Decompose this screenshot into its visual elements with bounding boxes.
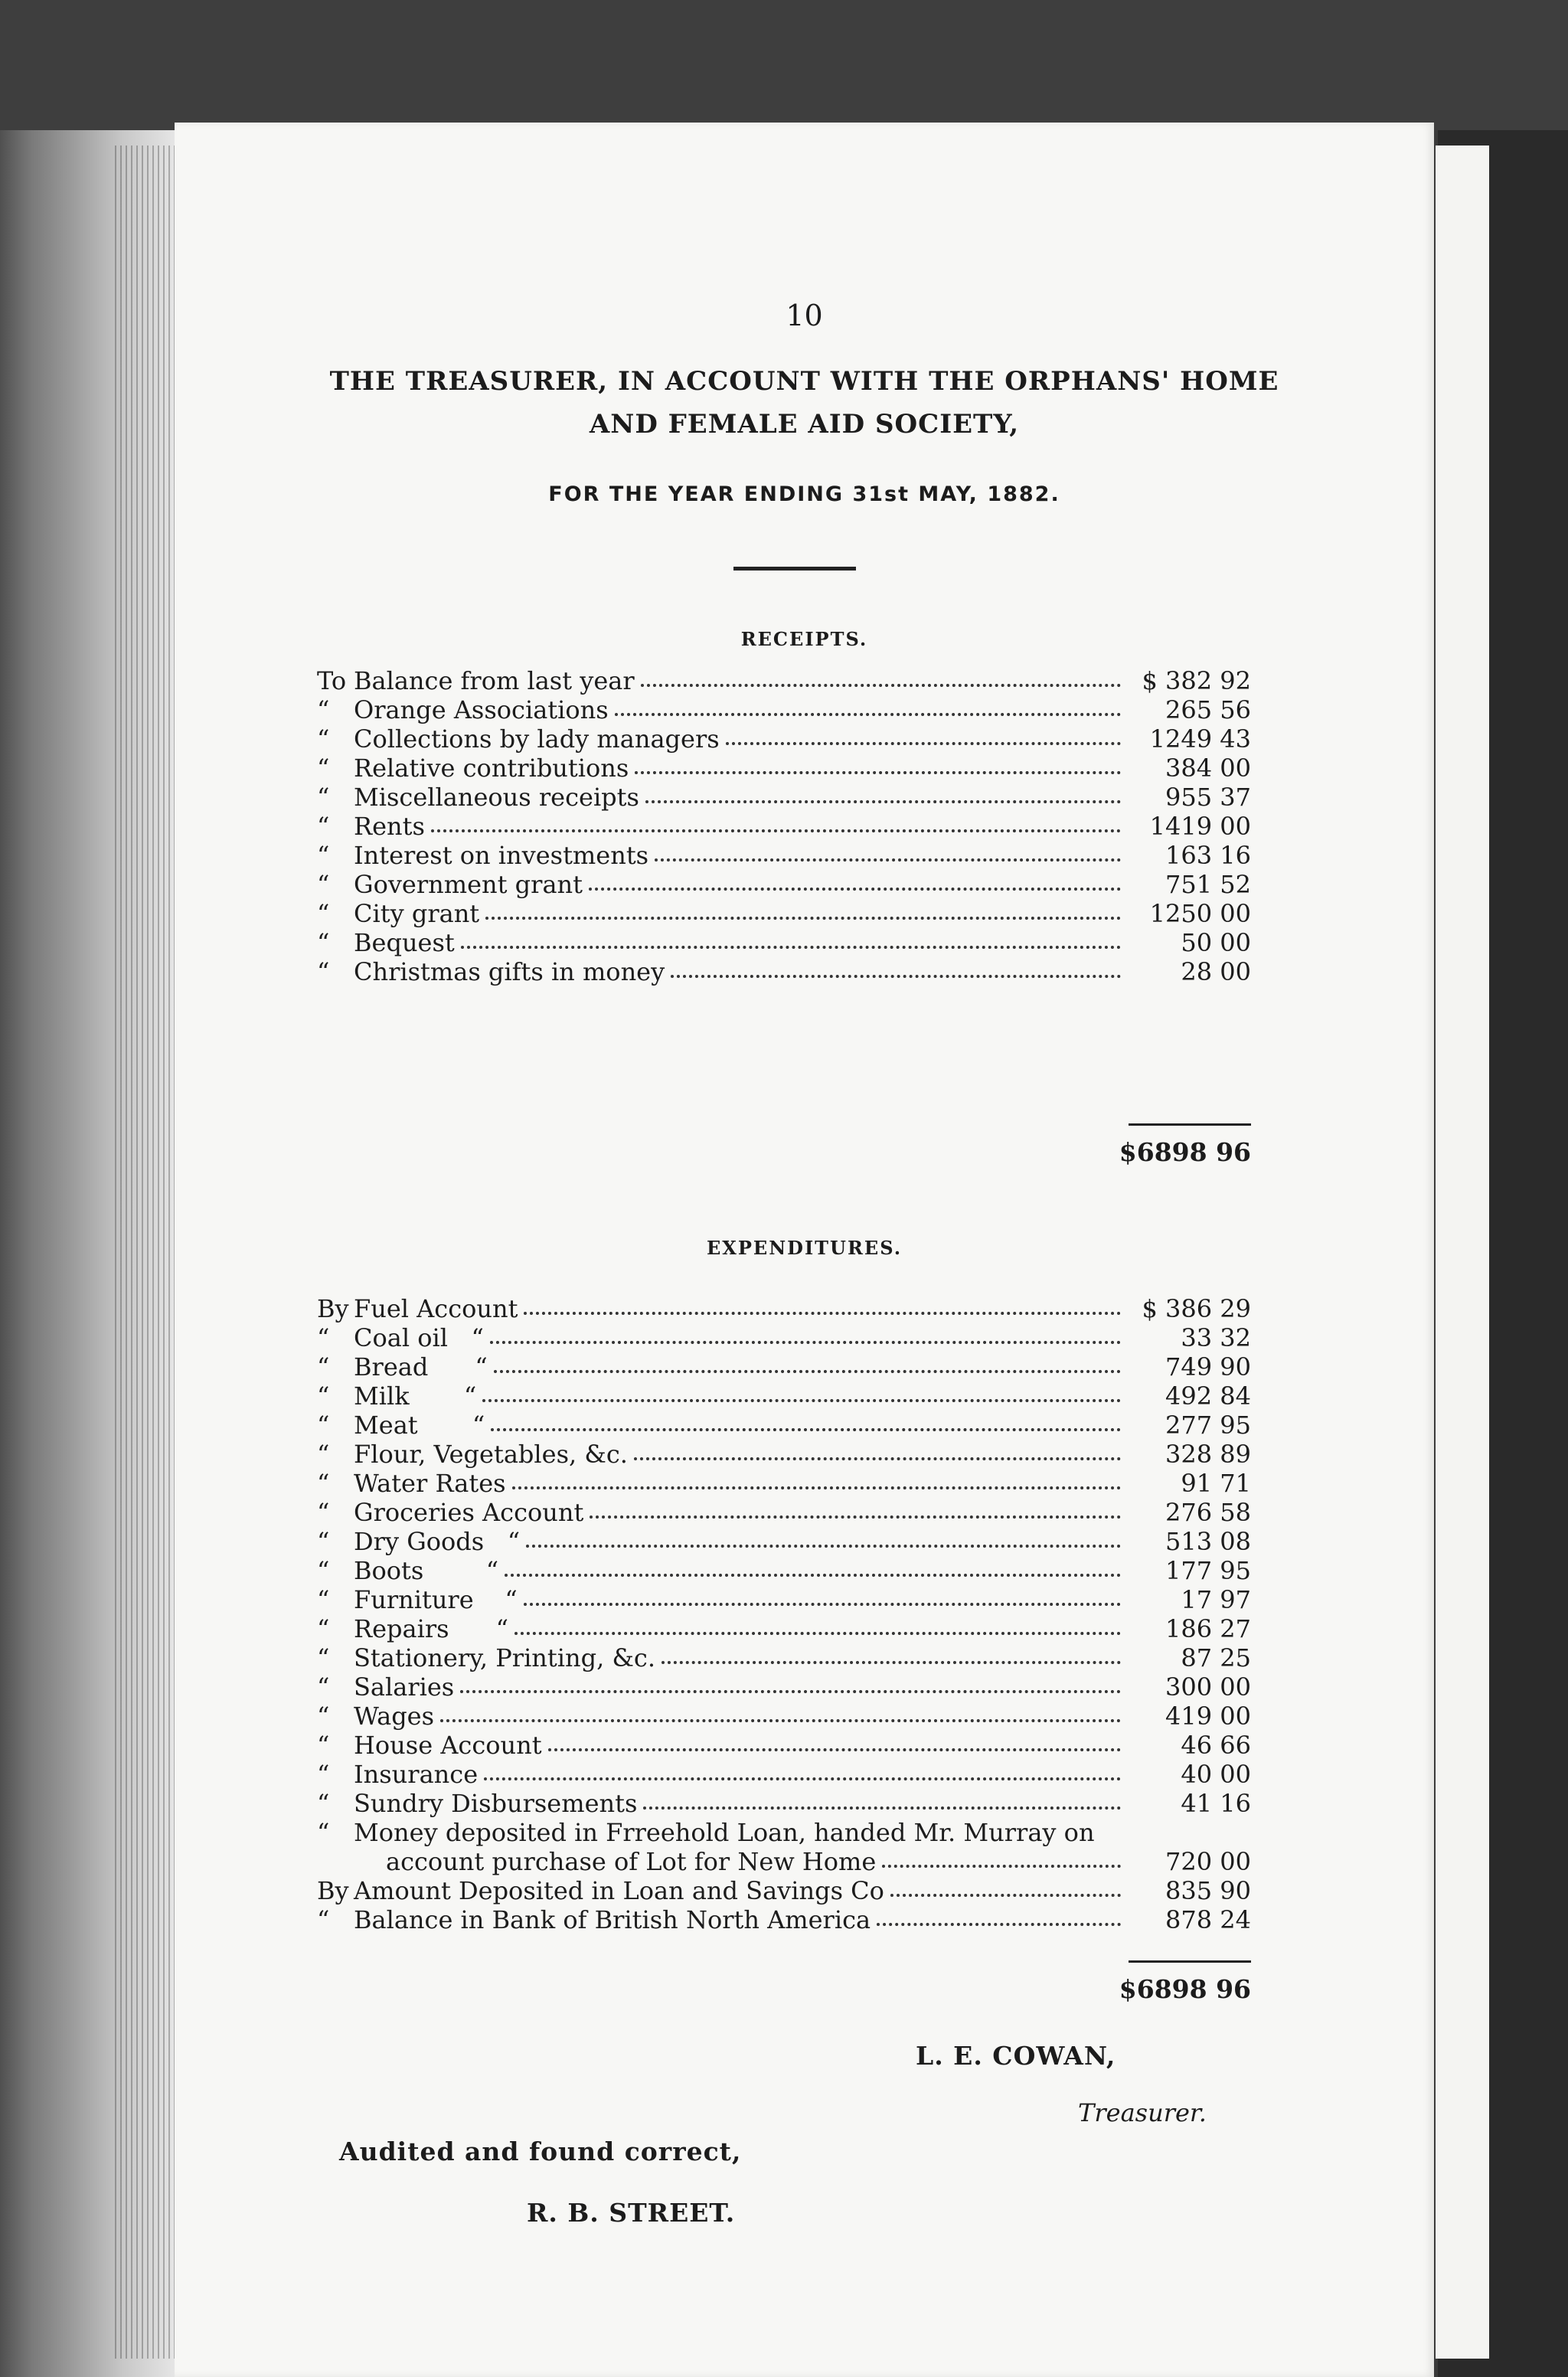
entry-label: Fuel Account (354, 1294, 518, 1323)
entry-label: Amount Deposited in Loan and Savings Co (354, 1876, 884, 1905)
receipts-total-rule (1129, 1123, 1251, 1126)
entry-label: Balance from last year (354, 666, 635, 695)
ledger-row (317, 1876, 1251, 1905)
entry-prefix: “ (317, 1469, 330, 1498)
entry-label: Rents (354, 812, 425, 841)
entry-amount: 749 90 (1165, 1352, 1251, 1381)
entry-prefix: To (317, 666, 347, 695)
entry-prefix: “ (317, 754, 330, 783)
entry-label: Collections by lady managers (354, 724, 720, 754)
entry-amount: 513 08 (1165, 1527, 1251, 1556)
leader-dots (524, 1312, 1121, 1315)
leader-dots (514, 1632, 1121, 1635)
expenditures-ledger (317, 1294, 1251, 1818)
entry-prefix: “ (317, 1702, 330, 1731)
ledger-row (317, 899, 1251, 928)
leader-dots (589, 888, 1121, 891)
entry-label-group (317, 1527, 526, 1556)
entry-label-group (317, 1643, 662, 1672)
entry-amount: 384 00 (1165, 754, 1251, 783)
entry-prefix: “ (317, 1556, 330, 1585)
money-deposited-line-2 (317, 1847, 1251, 1876)
entry-label-group (317, 1498, 590, 1527)
entry-amount: 50 00 (1181, 928, 1251, 957)
money-deposited-line-1 (317, 1818, 1251, 1847)
ledger-row (317, 783, 1251, 812)
entry-prefix: “ (317, 1411, 330, 1440)
entry-label: Coal oil “ (354, 1323, 484, 1352)
title-line-2: AND FEMALE AID SOCIETY, (589, 409, 1020, 440)
entry-amount: 91 71 (1181, 1469, 1251, 1498)
leader-dots (615, 713, 1121, 716)
entry-prefix: “ (317, 1731, 330, 1760)
entry-amount: 46 66 (1181, 1731, 1251, 1760)
page-title (175, 360, 1434, 446)
entry-label: Insurance (354, 1760, 479, 1789)
entry-prefix: “ (317, 870, 330, 899)
entry-label-group (317, 1672, 460, 1702)
ledger-row (317, 1498, 1251, 1527)
entry-prefix: “ (317, 1760, 330, 1789)
audit-note: Audited and found correct, (339, 2137, 742, 2166)
entry-amount: 955 37 (1165, 783, 1251, 812)
entry-amount: 277 95 (1165, 1411, 1251, 1440)
entry-label: Sundry Disbursements (354, 1789, 638, 1818)
leader-dots (645, 800, 1121, 803)
entry-prefix: “ (317, 1440, 330, 1469)
ledger-row (317, 724, 1251, 754)
entry-label: Repairs “ (354, 1614, 508, 1643)
ledger-row (317, 754, 1251, 783)
entry-label: Salaries (354, 1672, 455, 1702)
entry-label: Dry Goods “ (354, 1527, 521, 1556)
facing-page-edge (1436, 145, 1489, 2359)
entry-label-group (317, 1876, 890, 1905)
leader-dots (548, 1748, 1121, 1751)
leader-dots (643, 1806, 1121, 1810)
entry-amount: 177 95 (1165, 1556, 1251, 1585)
entry-amount: 835 90 (1165, 1876, 1251, 1905)
leader-dots (505, 1574, 1121, 1577)
expenditures-total-rule (1129, 1960, 1251, 1963)
leader-dots (634, 1457, 1121, 1460)
entry-amount: 1419 00 (1149, 812, 1251, 841)
leader-dots (526, 1545, 1121, 1548)
entry-amount: 28 00 (1181, 957, 1251, 986)
ledger-row (317, 1614, 1251, 1643)
entry-label: Miscellaneous receipts (354, 783, 639, 812)
entry-prefix: By (317, 1876, 349, 1905)
entry-prefix: “ (317, 1789, 330, 1818)
entry-prefix: “ (317, 1818, 330, 1847)
entry-label-group (317, 1294, 524, 1323)
leader-dots (490, 1341, 1121, 1344)
receipts-total: $6898 96 (1119, 1137, 1251, 1167)
entry-label: Wages (354, 1702, 435, 1731)
entry-amount: 276 58 (1165, 1498, 1251, 1527)
entry-label-group (317, 695, 615, 724)
treasurer-title: Treasurer. (1078, 2098, 1207, 2127)
entry-label: Bequest (354, 928, 455, 957)
entry-label-group (317, 812, 431, 841)
entry-prefix: “ (317, 1352, 330, 1381)
leader-dots (494, 1370, 1121, 1373)
entry-prefix: “ (317, 1527, 330, 1556)
leader-dots (491, 1428, 1121, 1431)
entry-amount: $ 386 29 (1142, 1294, 1251, 1323)
leader-dots (726, 742, 1121, 745)
treasurer-name: L. E. COWAN, (916, 2041, 1116, 2071)
ledger-row (317, 1760, 1251, 1789)
entry-amount: 87 25 (1181, 1643, 1251, 1672)
entry-label-group (317, 1381, 482, 1411)
entry-prefix: “ (317, 1381, 330, 1411)
entry-amount: 878 24 (1165, 1905, 1251, 1934)
entry-label-group (317, 724, 726, 754)
entry-amount: 41 16 (1181, 1789, 1251, 1818)
entry-label-continued: account purchase of Lot for New Home (386, 1847, 877, 1876)
receipts-heading: RECEIPTS. (740, 628, 868, 650)
document-page (175, 123, 1434, 2377)
ledger-row (317, 1411, 1251, 1440)
entry-label-group (317, 666, 641, 695)
entry-label: Relative contributions (354, 754, 629, 783)
entry-prefix: By (317, 1294, 349, 1323)
leader-dots (890, 1894, 1121, 1897)
entry-label-group (317, 1440, 634, 1469)
leader-dots (524, 1603, 1121, 1606)
entry-label-group (317, 1352, 494, 1381)
entry-label: Money deposited in Frreehold Loan, handed Mr. Murray on (354, 1818, 1095, 1847)
expenditures-total: $6898 96 (1119, 1974, 1251, 2004)
leader-dots (635, 771, 1121, 774)
entry-label: Water Rates (354, 1469, 506, 1498)
entry-label-group (317, 1789, 643, 1818)
ledger-row (317, 1731, 1251, 1760)
leader-dots (590, 1515, 1121, 1519)
entry-label-group (317, 1731, 548, 1760)
title-line-1: THE TREASURER, IN ACCOUNT WITH THE ORPHANS' HOME (329, 366, 1279, 397)
entry-prefix: “ (317, 783, 330, 812)
leader-dots (482, 1399, 1121, 1402)
page-number: 10 (786, 299, 823, 332)
entry-amount: 163 16 (1165, 841, 1251, 870)
entry-label: Milk “ (354, 1381, 477, 1411)
ledger-row (317, 1672, 1251, 1702)
leader-dots (655, 858, 1121, 862)
ledger-row (317, 1469, 1251, 1498)
ledger-row (317, 1702, 1251, 1731)
ledger-row (317, 1643, 1251, 1672)
leader-dots (484, 1777, 1121, 1780)
ledger-row (317, 1556, 1251, 1585)
ledger-row (317, 1905, 1251, 1934)
ledger-row (317, 1323, 1251, 1352)
entry-label: Interest on investments (354, 841, 649, 870)
ledger-row (317, 812, 1251, 841)
entry-prefix: “ (317, 957, 330, 986)
entry-label: Meat “ (354, 1411, 485, 1440)
page-subtitle: FOR THE YEAR ENDING 31st MAY, 1882. (548, 482, 1060, 506)
entry-amount: 186 27 (1165, 1614, 1251, 1643)
entry-label-group (317, 1760, 484, 1789)
receipts-ledger (317, 666, 1251, 986)
entry-label-group (317, 1469, 512, 1498)
entry-prefix: “ (317, 1643, 330, 1672)
entry-prefix: “ (317, 695, 330, 724)
entry-amount: 720 00 (1165, 1847, 1251, 1876)
entry-prefix: “ (317, 1498, 330, 1527)
entry-label-group (317, 928, 461, 957)
entry-label-group (317, 1411, 491, 1440)
entry-prefix: “ (317, 1323, 330, 1352)
entry-amount: 17 97 (1181, 1585, 1251, 1614)
entry-label-group (317, 783, 645, 812)
entry-amount: 300 00 (1165, 1672, 1251, 1702)
entry-amount: $ 382 92 (1142, 666, 1251, 695)
entry-label: Flour, Vegetables, &c. (354, 1440, 628, 1469)
divider-rule (733, 567, 856, 571)
leader-dots (641, 684, 1121, 687)
entry-label: Christmas gifts in money (354, 957, 665, 986)
entry-label: Orange Associations (354, 695, 609, 724)
leader-dots (512, 1486, 1121, 1489)
final-entries (317, 1876, 1251, 1934)
entry-label-group (317, 1556, 505, 1585)
entry-prefix: “ (317, 928, 330, 957)
leader-dots (877, 1923, 1121, 1926)
money-deposited-entry (317, 1818, 1251, 1876)
auditor-name: R. B. STREET. (527, 2198, 736, 2228)
page-edges (115, 145, 176, 2359)
ledger-row (317, 666, 1251, 695)
entry-label-group (317, 841, 655, 870)
ledger-row (317, 1381, 1251, 1411)
entry-amount: 492 84 (1165, 1381, 1251, 1411)
entry-amount: 751 52 (1165, 870, 1251, 899)
entry-label: Government grant (354, 870, 583, 899)
leader-dots (662, 1661, 1121, 1664)
ledger-row (317, 1789, 1251, 1818)
entry-amount: 1250 00 (1149, 899, 1251, 928)
ledger-row (317, 1294, 1251, 1323)
entry-prefix: “ (317, 1585, 330, 1614)
entry-amount: 265 56 (1165, 695, 1251, 724)
leader-dots (431, 829, 1121, 832)
entry-label-group (317, 1614, 514, 1643)
ledger-row (317, 928, 1251, 957)
ledger-row (317, 695, 1251, 724)
leader-dots (460, 1690, 1121, 1693)
entry-label-group (317, 1905, 877, 1934)
ledger-row (317, 1352, 1251, 1381)
ledger-row (317, 841, 1251, 870)
entry-label: City grant (354, 899, 480, 928)
entry-label: Furniture “ (354, 1585, 518, 1614)
entry-label-group (317, 899, 485, 928)
ledger-row (317, 1440, 1251, 1469)
entry-prefix: “ (317, 1614, 330, 1643)
leader-dots (882, 1865, 1121, 1868)
entry-prefix: “ (317, 812, 330, 841)
entry-amount: 1249 43 (1149, 724, 1251, 754)
ledger-row (317, 957, 1251, 986)
leader-dots (671, 975, 1121, 978)
entry-label: Bread “ (354, 1352, 488, 1381)
ledger-row (317, 870, 1251, 899)
entry-label: Groceries Account (354, 1498, 584, 1527)
entry-prefix: “ (317, 1672, 330, 1702)
entry-label-group (317, 1585, 524, 1614)
entry-prefix: “ (317, 841, 330, 870)
leader-dots (485, 917, 1121, 920)
scan-background-top (0, 0, 1568, 130)
entry-label: Stationery, Printing, &c. (354, 1643, 656, 1672)
leader-dots (440, 1719, 1121, 1722)
entry-prefix: “ (317, 899, 330, 928)
entry-label: Boots “ (354, 1556, 499, 1585)
entry-prefix: “ (317, 1905, 330, 1934)
entry-amount: 328 89 (1165, 1440, 1251, 1469)
entry-label-group (317, 1702, 440, 1731)
entry-label-group (317, 1323, 490, 1352)
entry-label-group (317, 870, 589, 899)
ledger-row (317, 1585, 1251, 1614)
ledger-row (317, 1527, 1251, 1556)
expenditures-heading: EXPENDITURES. (706, 1237, 903, 1259)
entry-label-group (317, 754, 635, 783)
leader-dots (461, 946, 1121, 949)
entry-amount: 419 00 (1165, 1702, 1251, 1731)
entry-label-group (317, 957, 671, 986)
entry-amount: 33 32 (1181, 1323, 1251, 1352)
entry-label: Balance in Bank of British North America (354, 1905, 871, 1934)
entry-amount: 40 00 (1181, 1760, 1251, 1789)
entry-prefix: “ (317, 724, 330, 754)
entry-label: House Account (354, 1731, 542, 1760)
